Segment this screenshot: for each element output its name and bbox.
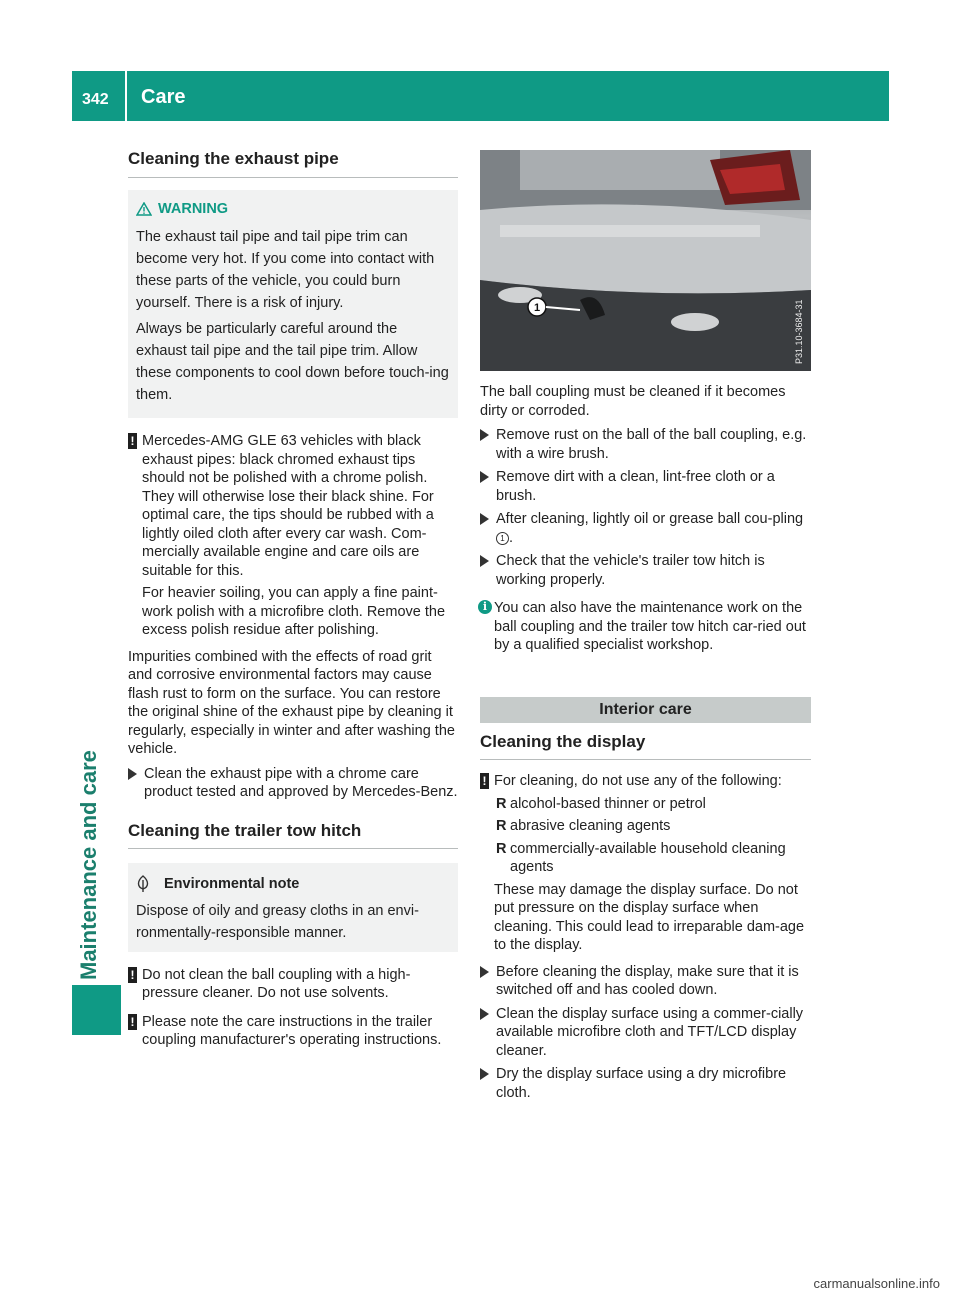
step-arrow-icon [480, 1068, 489, 1080]
pressure-cleaner-text: Do not clean the ball coupling with a high-pressure cleaner. Do not use solvents. [142, 966, 411, 1001]
ball-step-1 [480, 426, 811, 463]
display-bullet-2 [480, 817, 811, 836]
display-caution-note [480, 772, 811, 955]
interior-care-band: Interior care [480, 697, 811, 723]
amg-note-text-1: Mercedes-AMG GLE 63 vehicles with black exhaust pipes: black chromed exhaust tips should not be polished with a chrome polish. They will otherwise lose their black shine. For optimal care, the tips should be rubbed with a lightly oiled cloth after every car wash. Com-mercially available engine and care oils are suitable for this. [142, 433, 434, 579]
side-tab-label: Maintenance and care [76, 750, 101, 980]
step-arrow-icon [480, 555, 489, 567]
info-note [480, 599, 811, 655]
ball-step-2 [480, 468, 811, 505]
step-arrow-icon [480, 1008, 489, 1020]
display-bullet-3-text: commercially-available household cleaning agents [510, 840, 786, 875]
display-note-tail: These may damage the display surface. Do not put pressure on the display surface when cleaning. This could lead to irreparable dam-age to the display. [494, 881, 805, 953]
warning-title [136, 200, 450, 219]
pressure-cleaner-note [128, 966, 458, 1003]
step-arrow-icon [128, 768, 137, 780]
display-step-1-text: Before cleaning the display, make sure that it is switched off and has cooled down. [496, 963, 799, 998]
manufacturer-note [128, 1013, 458, 1050]
side-tab-marker [72, 985, 121, 1035]
display-bullet-1-text: alcohol-based thinner or petrol [510, 795, 706, 812]
tow-hitch-heading: Cleaning the trailer tow hitch [128, 822, 458, 850]
display-bullet-2-text: abrasive cleaning agents [510, 818, 671, 834]
display-note-lead: For cleaning, do not use any of the following: [494, 773, 782, 789]
warning-text-1: The exhaust tail pipe and tail pipe trim can become very hot. If you come into contact with these parts of the vehicle, you could burn yourself. There is a risk of injury. [136, 229, 435, 311]
ball-step-4-text: Check that the vehicle's trailer tow hitch is working properly. [496, 553, 765, 588]
environmental-note-title [136, 875, 450, 894]
photo-code: P31.10-3684-31 [794, 299, 804, 364]
display-bullet-3 [480, 840, 811, 877]
photo-callout-1: 1 [533, 302, 541, 314]
right-column [480, 150, 811, 1107]
ball-step-3: After cleaning, lightly oil or grease ball cou-pling 1 . [480, 510, 811, 547]
left-column [128, 150, 458, 1058]
exclamation-icon: ! [128, 433, 137, 449]
environmental-note-box [128, 863, 458, 952]
display-step-3-text: Dry the display surface using a dry microfibre cloth. [496, 1066, 787, 1101]
step-arrow-icon [480, 966, 489, 978]
page-number: 342 [82, 91, 109, 108]
ball-step-4 [480, 552, 811, 589]
amg-note [128, 432, 458, 640]
step-arrow-icon [480, 471, 489, 483]
exhaust-step [128, 765, 458, 802]
display-heading: Cleaning the display [480, 733, 811, 761]
manufacturer-note-text: Please note the care instructions in the trailer coupling manufacturer's operating instructions. [142, 1013, 442, 1048]
step-arrow-icon [480, 429, 489, 441]
environmental-note-title-text: Environmental note [164, 876, 300, 892]
warning-text-2: Always be particularly careful around the exhaust tail pipe and the tail pipe trim. Allow these components to cool down before touch-ing them. [136, 321, 449, 403]
environmental-note-text: Dispose of oily and greasy cloths in an envi-ronmentally-responsible manner. [136, 902, 419, 941]
amg-note-text-2: For heavier soiling, you can apply a fine paint-work polish with a microfibre cloth. Remove the excess polish residue after polishing. [142, 585, 446, 638]
display-step-1 [480, 963, 811, 1000]
watermark: carmanualsonline.info [813, 1276, 940, 1291]
step-arrow-icon [480, 513, 489, 525]
warning-title-text: WARNING [158, 200, 229, 217]
info-note-text: You can also have the maintenance work on the ball coupling and the trailer tow hitch car-ried out by a qualified specialist workshop. [494, 600, 806, 653]
display-bullet-1 [480, 795, 811, 814]
display-step-2-text: Clean the display surface using a commer-cially available microfibre cloth and TFT/LCD display cleaner. [496, 1005, 804, 1059]
section-title: Care [141, 86, 186, 108]
warning-box [128, 190, 458, 419]
environment-leaf-icon [136, 875, 150, 893]
page-header [72, 71, 889, 121]
header-divider [125, 71, 127, 121]
callout-1-icon: 1 [496, 532, 509, 545]
ball-step-3-text: After cleaning, lightly oil or grease ball cou-pling [496, 511, 804, 527]
exhaust-step-text: Clean the exhaust pipe with a chrome care product tested and approved by Mercedes-Benz. [144, 765, 458, 800]
ball-step-2-text: Remove dirt with a clean, lint-free cloth or a brush. [496, 469, 775, 504]
bullet-marker: R [496, 840, 507, 857]
rear-bumper-illustration [480, 150, 811, 371]
exclamation-icon: ! [128, 1014, 137, 1030]
display-step-3 [480, 1065, 811, 1102]
impurities-text: Impurities combined with the effects of road grit and corrosive environmental factors may cause flash rust to form on the surface. You can restore the original shine of the exhaust pipe by cleaning it regularly, especially in winter and after washing the vehicle. [128, 648, 455, 757]
bullet-marker: R [496, 818, 507, 834]
bullet-marker: R [496, 795, 507, 812]
info-icon: i [478, 600, 492, 614]
warning-triangle-icon [136, 202, 152, 216]
display-step-2 [480, 1005, 811, 1061]
ball-step-1-text: Remove rust on the ball of the ball coupling, e.g. with a wire brush. [496, 427, 807, 462]
ball-coupling-intro: The ball coupling must be cleaned if it becomes dirty or corroded. [480, 384, 786, 419]
exhaust-heading: Cleaning the exhaust pipe [128, 150, 458, 178]
exclamation-icon: ! [128, 967, 137, 983]
trailer-hitch-photo [480, 150, 811, 371]
exclamation-icon: ! [480, 773, 489, 789]
